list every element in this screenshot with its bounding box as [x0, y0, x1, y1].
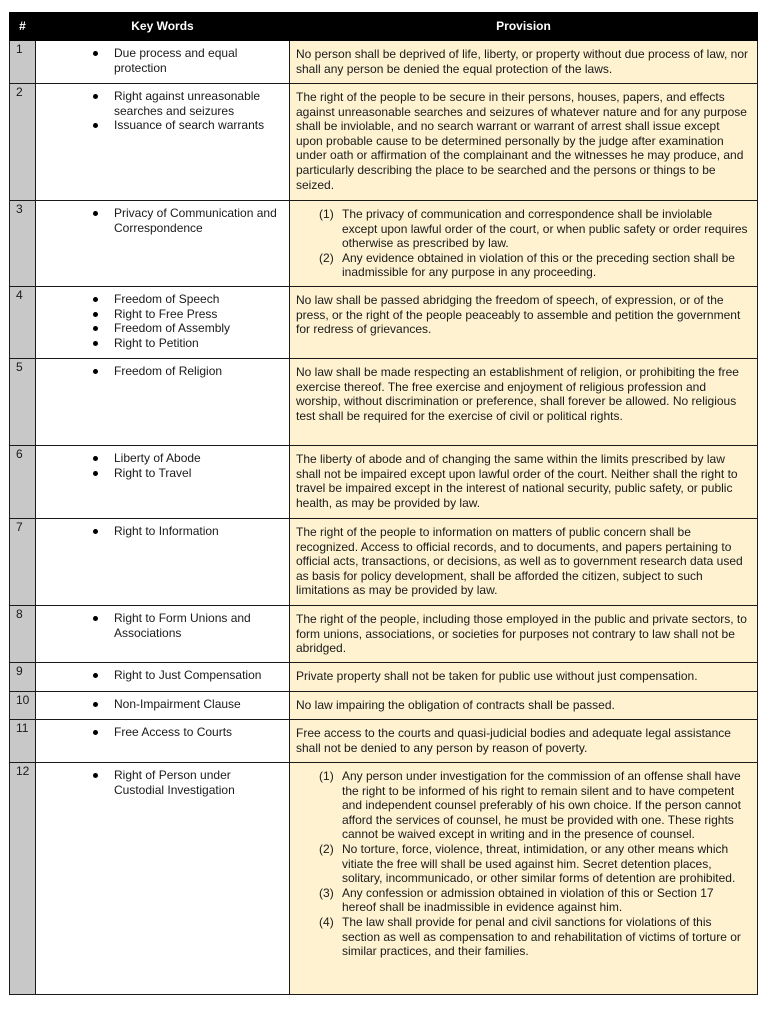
key-word-item: Right to Petition — [114, 336, 283, 351]
provision-text: No law shall be passed abridging the freedom of speech, of expression, or of the press, or the right of the people peaceably to assemble and petition the government for redress of grievances. — [296, 293, 741, 337]
key-words-cell — [36, 84, 290, 201]
table-row — [10, 606, 758, 663]
header-row — [10, 13, 758, 41]
table-row — [10, 692, 758, 720]
key-words-cell — [36, 287, 290, 359]
key-word-item: Issuance of search warrants — [114, 118, 283, 133]
row-number: 3 — [10, 201, 36, 287]
key-word-item: Freedom of Religion — [114, 364, 283, 379]
provision-cell — [290, 606, 758, 663]
provision-cell — [290, 41, 758, 84]
row-number: 4 — [10, 287, 36, 359]
provision-cell — [290, 84, 758, 201]
key-words-list — [36, 697, 283, 712]
provision-text: Free access to the courts and quasi-judicial bodies and adequate legal assistance shall not be denied to any person by reason of poverty. — [296, 726, 731, 755]
row-number: 10 — [10, 692, 36, 720]
provision-item: The law shall provide for penal and civil sanctions for violations of this section as well as compensation to and rehabilitation of victims of torture or similar practices, and their families. — [342, 914, 741, 959]
table-row — [10, 201, 758, 287]
provision-item: Any evidence obtained in violation of this or the preceding section shall be inadmissible for any purpose in any proceeding. — [342, 250, 735, 280]
provision-item: Any confession or admission obtained in violation of this or Section 17 hereof shall be inadmissible in evidence against him. — [342, 885, 714, 915]
key-word-item: Right to Information — [114, 524, 283, 539]
table-row — [10, 763, 758, 995]
provision-cell — [290, 692, 758, 720]
provision-text: No law shall be made respecting an establishment of religion, or prohibiting the free exercise thereof. The free exercise and enjoyment of religious profession and worship, without discrimination or preference, shall forever be allowed. No religious test shall be required for the exercise of civil or political rights. — [296, 365, 739, 423]
key-words-cell — [36, 692, 290, 720]
provision-cell — [290, 287, 758, 359]
row-number: 5 — [10, 359, 36, 446]
key-words-list — [36, 611, 283, 640]
key-words-cell — [36, 359, 290, 446]
key-words-cell — [36, 663, 290, 692]
provision-item: Any person under investigation for the commission of an offense shall have the right to be informed of his right to remain silent and to have competent and independent counsel preferably of his own choice. If the person cannot afford the services of counsel, he must be provided with one. These rights cannot be waived except in writing and in the presence of counsel. — [342, 769, 741, 842]
table-row — [10, 663, 758, 692]
key-word-item: Free Access to Courts — [114, 725, 283, 740]
key-word-item: Freedom of Assembly — [114, 321, 283, 336]
key-word-item: Due process and equal protection — [114, 46, 283, 75]
row-number: 9 — [10, 663, 36, 692]
key-words-list — [36, 725, 283, 740]
row-number: 1 — [10, 41, 36, 84]
row-number: 6 — [10, 446, 36, 519]
key-words-list — [36, 451, 283, 480]
rights-table — [9, 12, 758, 995]
key-word-item: Right of Person under Custodial Investigation — [114, 768, 283, 797]
key-words-list — [36, 292, 283, 350]
key-words-cell — [36, 446, 290, 519]
key-word-item: Right to Travel — [114, 466, 283, 481]
table-row — [10, 359, 758, 446]
key-words-list — [36, 768, 283, 797]
table-row — [10, 720, 758, 763]
provision-cell — [290, 446, 758, 519]
key-words-list — [36, 206, 283, 235]
key-words-cell — [36, 519, 290, 606]
key-words-cell — [36, 763, 290, 995]
provision-cell — [290, 763, 758, 995]
table-row — [10, 41, 758, 84]
row-number: 11 — [10, 720, 36, 763]
key-words-list — [36, 89, 283, 133]
table-row — [10, 84, 758, 201]
key-word-item: Freedom of Speech — [114, 292, 283, 307]
key-words-cell — [36, 606, 290, 663]
key-words-list — [36, 524, 283, 539]
key-word-item: Non-Impairment Clause — [114, 697, 283, 712]
provision-cell — [290, 519, 758, 606]
table-row — [10, 519, 758, 606]
key-word-item: Right against unreasonable searches and seizures — [114, 89, 283, 118]
provision-cell — [290, 663, 758, 692]
key-words-list — [36, 364, 283, 379]
provision-text: No person shall be deprived of life, liberty, or property without due process of law, nor shall any person be denied the equal protection of the laws. — [296, 47, 749, 76]
key-word-item: Right to Free Press — [114, 307, 283, 322]
key-words-cell — [36, 720, 290, 763]
key-word-item: Liberty of Abode — [114, 451, 283, 466]
header-provision: Provision — [290, 13, 758, 41]
table-row — [10, 446, 758, 519]
provision-text: The right of the people to be secure in their persons, houses, papers, and effects against unreasonable searches and seizures of whatever nature and for any purpose shall be inviolable, and no search warrant or warrant of arrest shall issue except upon probable cause to be determined personally by the judge after examination under oath or affirmation of the complainant and the witnesses he may produce, and particularly describing the place to be searched and the persons or things to be seized. — [296, 90, 747, 192]
row-number: 12 — [10, 763, 36, 995]
provision-text: The right of the people to information on matters of public concern shall be recognized. Access to official records, and to documents, and papers pertaining to official acts, transactions, or decisions, as well as to government research data used as basis for policy development, shall be afforded the citizen, subject to such limitations as may be provided by law. — [296, 525, 743, 598]
provision-list — [296, 769, 749, 959]
header-number: # — [10, 13, 36, 41]
provision-text: The right of the people, including those employed in the public and private sectors, to form unions, associations, or societies for purposes not contrary to law shall not be abridged. — [296, 612, 747, 656]
provision-text: Private property shall not be taken for public use without just compensation. — [296, 669, 698, 683]
provision-text: No law impairing the obligation of contracts shall be passed. — [296, 698, 615, 712]
provision-cell — [290, 359, 758, 446]
key-word-item: Right to Form Unions and Associations — [114, 611, 283, 640]
row-number: 2 — [10, 84, 36, 201]
provision-item: No torture, force, violence, threat, intimidation, or any other means which vitiate the free will shall be used against him. Secret detention places, solitary, incommunicado, or other similar forms of detention are prohibited. — [342, 841, 736, 886]
header-key-words: Key Words — [36, 13, 290, 41]
provision-item: The privacy of communication and correspondence shall be inviolable except upon lawful order of the court, or when public safety or order requires otherwise as prescribed by law. — [342, 207, 748, 251]
table-row — [10, 287, 758, 359]
provision-text: The liberty of abode and of changing the same within the limits prescribed by law shall not be impaired except upon lawful order of the court. Neither shall the right to travel be impaired except in the interest of national security, public safety, or public health, as may be provided by law. — [296, 452, 738, 510]
key-words-cell — [36, 41, 290, 84]
key-word-item: Privacy of Communication and Correspondence — [114, 206, 283, 235]
key-words-list — [36, 668, 283, 683]
provision-list — [296, 207, 749, 280]
row-number: 8 — [10, 606, 36, 663]
provision-cell — [290, 720, 758, 763]
key-words-list — [36, 46, 283, 75]
key-word-item: Right to Just Compensation — [114, 668, 283, 683]
key-words-cell — [36, 201, 290, 287]
row-number: 7 — [10, 519, 36, 606]
provision-cell — [290, 201, 758, 287]
